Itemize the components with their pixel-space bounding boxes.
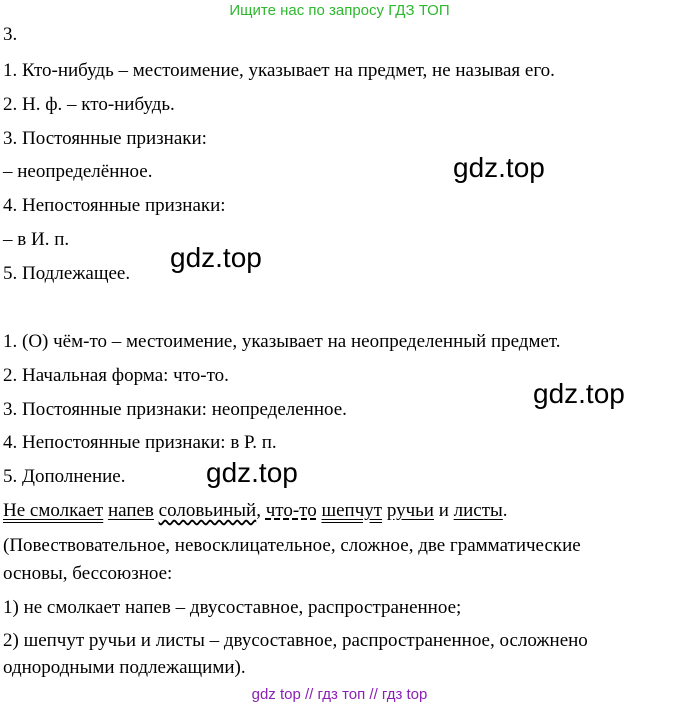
analysis-line-4: 2) шепчут ручьи и листы – двусоставное, распространенное, осложнено: [3, 630, 588, 651]
subject-1: напев: [107, 500, 154, 521]
attribute: соловьиный: [158, 500, 257, 521]
analysis-line-5: однородными подлежащими).: [3, 657, 246, 678]
block1-line-2: 2. Н. ф. – кто-нибудь.: [3, 94, 175, 115]
analysis-line-3: 1) не смолкает напев – двусоставное, распространенное;: [3, 597, 462, 618]
predicate-1: Не смолкает: [3, 500, 104, 521]
analysis-line-2: основы, бессоюзное:: [3, 563, 173, 584]
block1-line-7: 5. Подлежащее.: [3, 263, 131, 284]
block2-line-5: 5. Дополнение.: [3, 466, 126, 487]
block1-line-5: 4. Непостоянные признаки:: [3, 195, 226, 216]
predicate-2: шепчут: [321, 500, 383, 521]
task-number: 3.: [3, 24, 18, 45]
parsed-sentence: Не смолкает напев соловьиный, что-то шепчут ручьи и листы.: [3, 500, 508, 521]
subject-2b: листы: [453, 500, 503, 521]
watermark: gdz.top: [170, 242, 262, 273]
watermark: gdz.top: [206, 457, 298, 488]
block1-line-1: 1. Кто-нибудь – местоимение, указывает на предмет, не называя его.: [3, 60, 555, 81]
analysis-line-1: (Повествовательное, невосклицательное, сложное, две грамматические: [3, 535, 581, 556]
header-search-hint[interactable]: Ищите нас по запросу ГДЗ ТОП: [229, 2, 450, 19]
footer-links[interactable]: gdz top // гдз топ // гдз top: [251, 686, 428, 703]
block2-line-3: 3. Постоянные признаки: неопределенное.: [3, 399, 347, 420]
block1-line-6: – в И. п.: [3, 229, 70, 250]
object: что-то: [265, 500, 317, 521]
block1-line-4: – неопределённое.: [3, 161, 153, 182]
subject-2a: ручьи: [386, 500, 434, 521]
block2-line-4: 4. Непостоянные признаки: в Р. п.: [3, 432, 277, 453]
block2-line-2: 2. Начальная форма: что-то.: [3, 365, 229, 386]
block1-line-3: 3. Постоянные признаки:: [3, 128, 207, 149]
block2-line-1: 1. (О) чём-то – местоимение, указывает на неопределенный предмет.: [3, 331, 561, 352]
watermark: gdz.top: [453, 152, 545, 183]
watermark: gdz.top: [533, 378, 625, 409]
